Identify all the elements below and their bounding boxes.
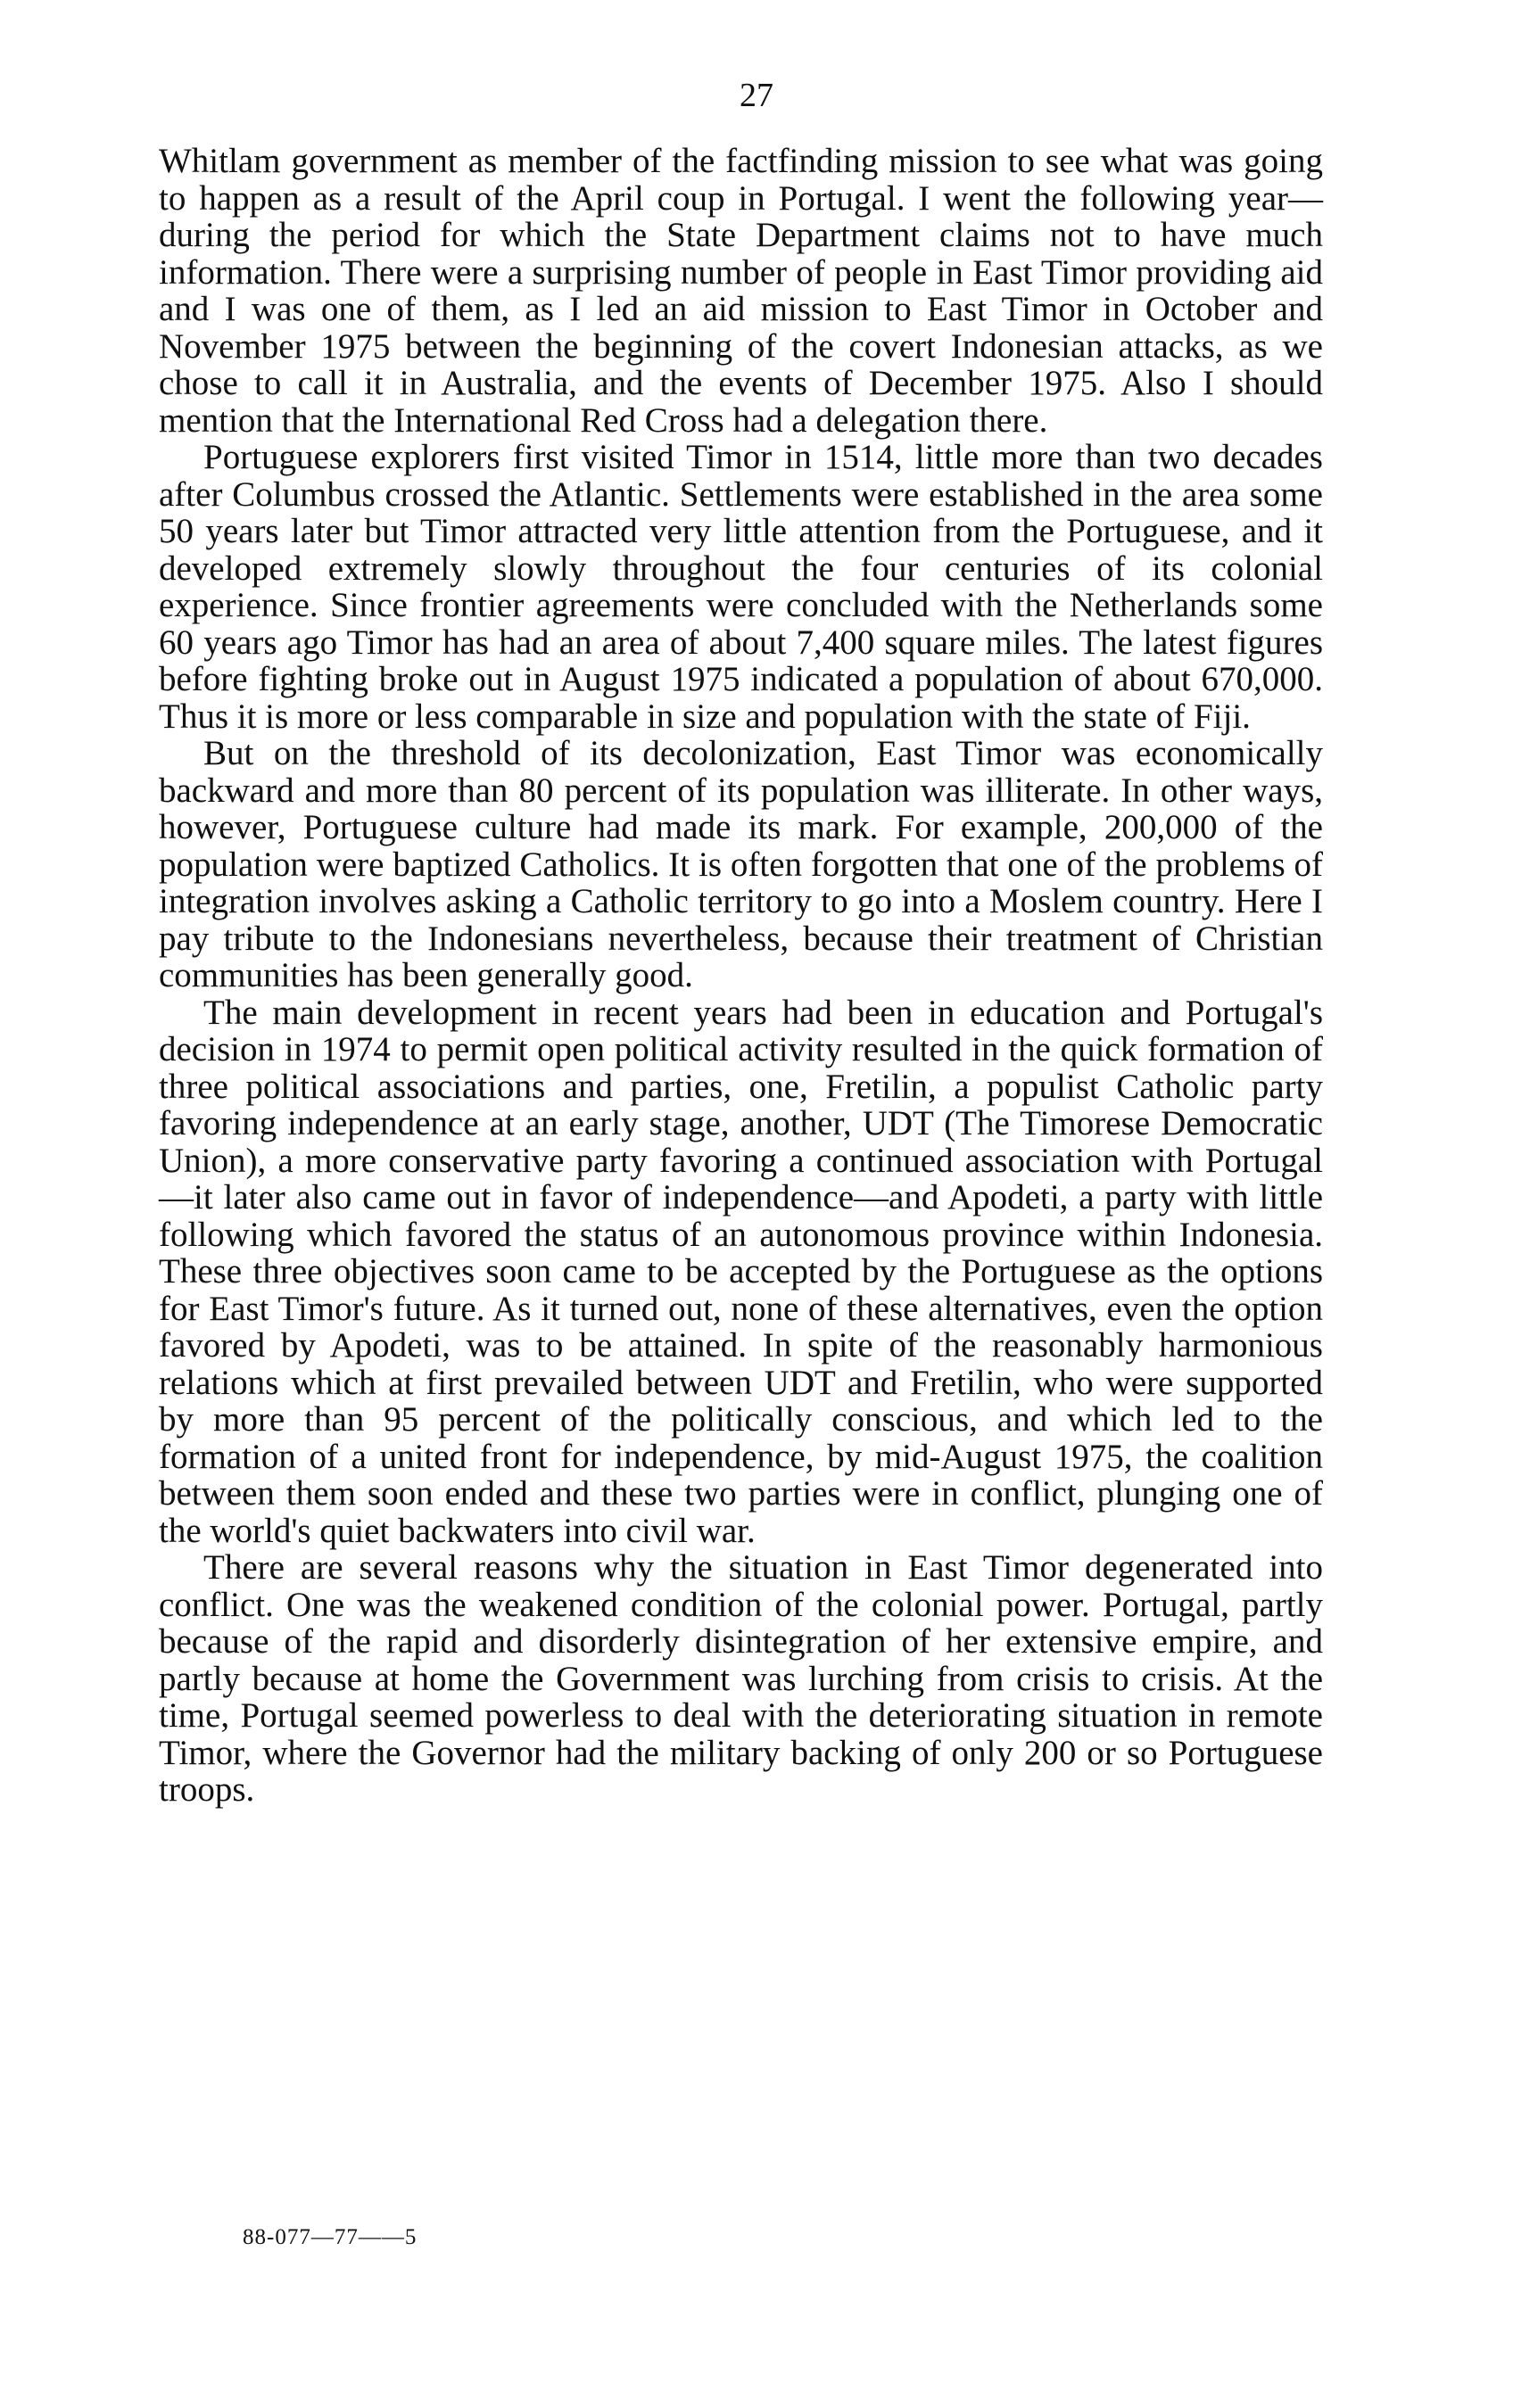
body-text [159,143,1323,1809]
paragraph-1: Whitlam government as member of the factfinding mission to see what was going to happen as a result of the April coup in Portugal. I went the following year—during the period for which the State Department claims not to have much information. There were a surprising number of people in East Timor providing aid and I was one of them, as I led an aid mission to East Timor in October and November 1975 between the beginning of the covert Indonesian attacks, as we chose to call it in Australia, and the events of December 1975. Also I should mention that the International Red Cross had a delegation there. [159,142,1323,440]
paragraph-5: There are several reasons why the situation in East Timor degenerated into conflict. One was the weakened condition of the colonial power. Portugal, partly because of the rapid and disorderly disintegration of her extensive empire, and partly because at home the Government was lurching from crisis to crisis. At the time, Portugal seemed powerless to deal with the deteriorating situation in remote Timor, where the Governor had the military backing of only 200 or so Portuguese troops. [159,1548,1323,1809]
page-number: 27 [740,77,773,114]
paragraph-3: But on the threshold of its decolonization, East Timor was economically backward and more than 80 percent of its population was illiterate. In other ways, however, Portuguese culture had made its mark. For example, 200,000 of the population were baptized Catholics. It is often forgotten that one of the problems of integration involves asking a Catholic territory to go into a Moslem country. Here I pay tribute to the Indonesians nevertheless, because their treatment of Christian communities has been generally good. [159,734,1323,994]
paragraph-4: The main development in recent years had been in education and Portugal's decision in 1974 to permit open political activity resulted in the quick formation of three political associations and parties, one, Fretilin, a populist Catholic party favoring independence at an early stage, another, UDT (The Timorese Democratic Union), a more conservative party favoring a continued association with Portugal—it later also came out in favor of independence—and Apodeti, a party with little following which favored the status of an autonomous province within Indonesia. These three objectives soon came to be accepted by the Portuguese as the options for East Timor's future. As it turned out, none of these alternatives, even the option favored by Apodeti, was to be attained. In spite of the reasonably harmonious relations which at first prevailed between UDT and Fretilin, who were supported by more than 95 percent of the politically conscious, and which led to the formation of a united front for independence, by mid-August 1975, the coalition between them soon ended and these two parties were in conflict, plunging one of the world's quiet backwaters into civil war. [159,993,1323,1550]
printer-code: 88-077—77——5 [243,2225,418,2249]
paragraph-2: Portuguese explorers first visited Timor in 1514, little more than two decades after Columbus crossed the Atlantic. Settlements were established in the area some 50 years later but Timor attracted very little attention from the Portuguese, and it developed extremely slowly throughout the four centuries of its colonial experience. Since frontier agreements were concluded with the Netherlands some 60 years ago Timor has had an area of about 7,400 square miles. The latest figures before fighting broke out in August 1975 indicated a population of about 670,000. Thus it is more or less comparable in size and population with the state of Fiji. [159,438,1323,736]
